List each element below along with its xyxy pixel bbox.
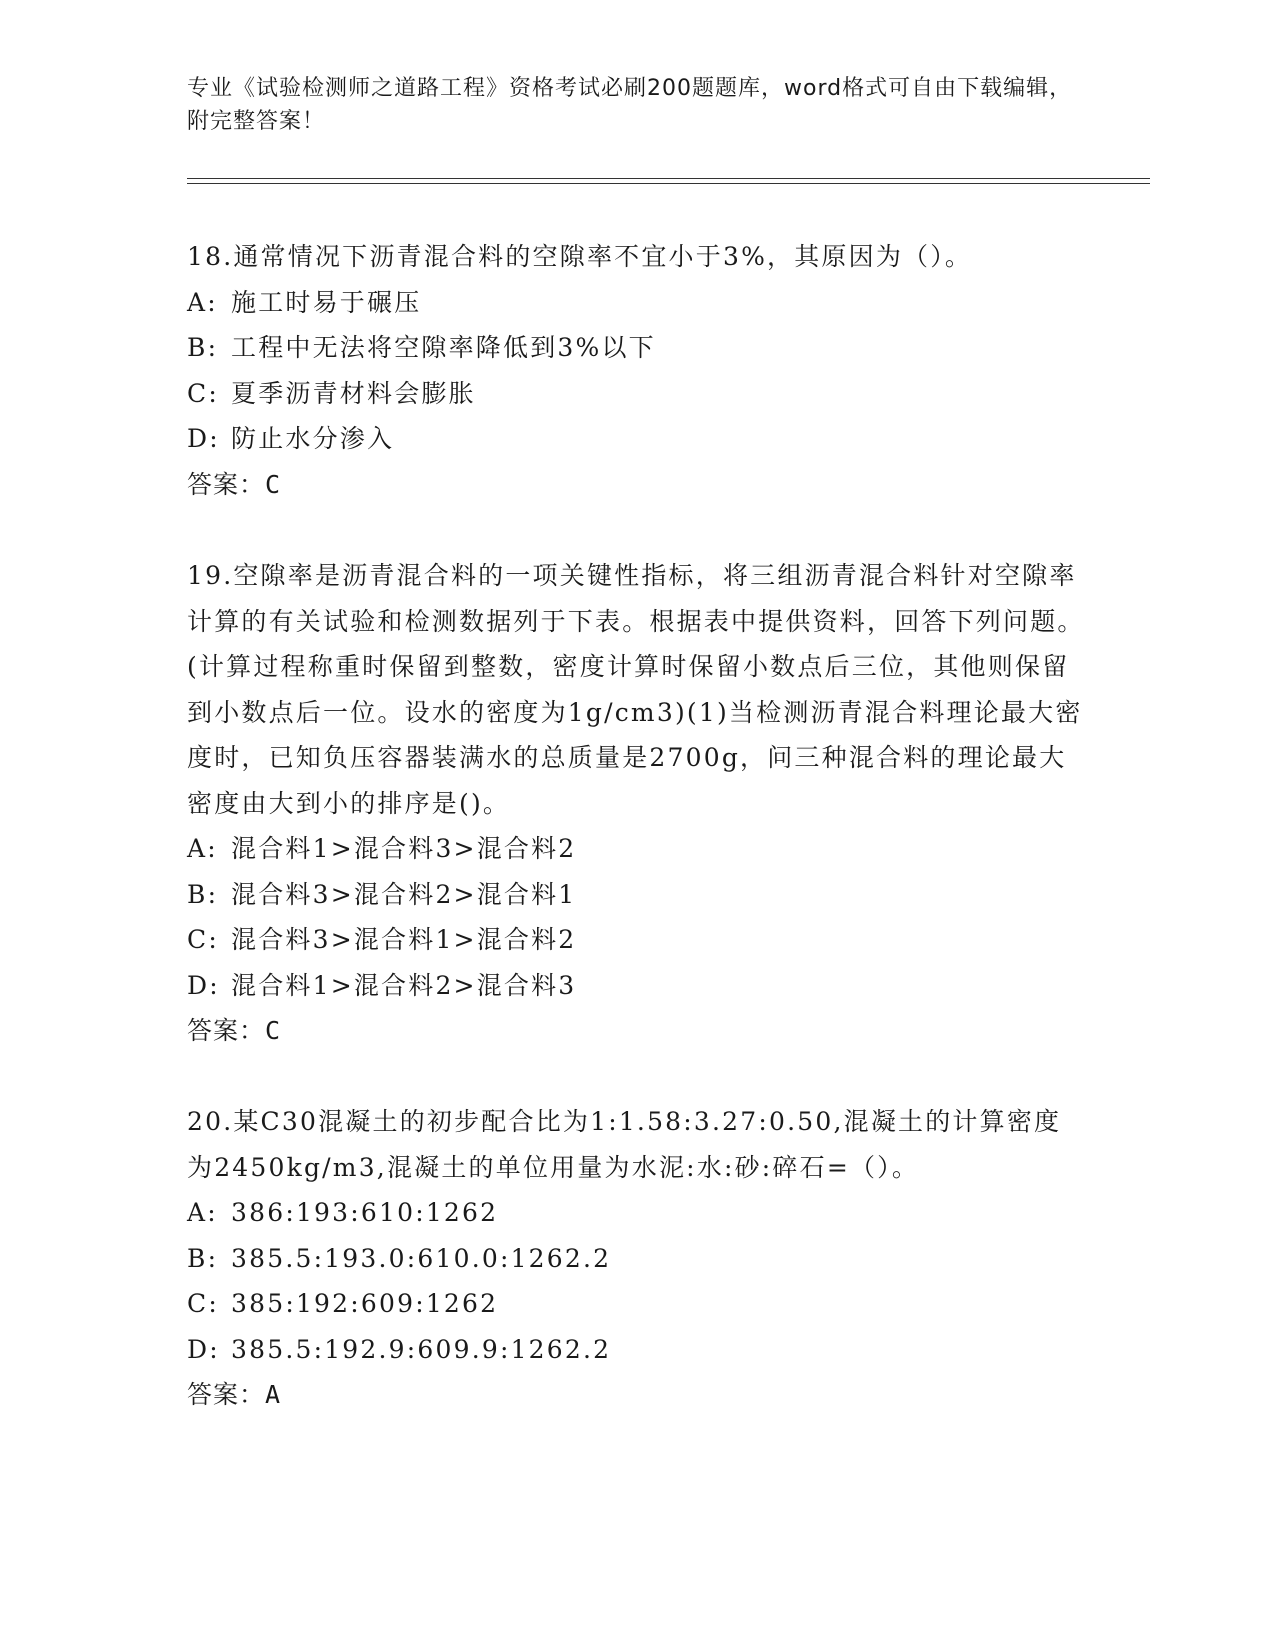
question-stem bbox=[187, 234, 1087, 280]
question-text: 通常情况下沥青混合料的空隙率不宜小于3%，其原因为（）。 bbox=[233, 242, 973, 271]
question-18 bbox=[187, 234, 1087, 507]
option-letter: D: bbox=[187, 970, 220, 1000]
question-number: 18. bbox=[187, 242, 234, 271]
option-letter: D: bbox=[187, 424, 220, 453]
header-divider-top bbox=[187, 178, 1150, 179]
answer-label: 答案： bbox=[187, 469, 266, 499]
answer-label: 答案： bbox=[187, 1380, 266, 1409]
option-text: 工程中无法将空隙率降低到3%以下 bbox=[231, 333, 656, 362]
option-letter: B: bbox=[187, 333, 219, 362]
option-letter: A: bbox=[187, 834, 218, 863]
option-text: 385.5:192.9:609.9:1262.2 bbox=[231, 1334, 612, 1364]
option-text: 防止水分渗入 bbox=[231, 424, 395, 453]
option-b bbox=[187, 872, 1087, 918]
answer-line bbox=[187, 1008, 1087, 1054]
question-stem bbox=[187, 1099, 1087, 1190]
option-text: 混合料1>混合料3>混合料2 bbox=[231, 834, 577, 863]
option-d bbox=[187, 1327, 1087, 1373]
option-b bbox=[187, 1236, 1087, 1282]
option-text: 385:192:609:1262 bbox=[231, 1289, 499, 1318]
option-text: 施工时易于碾压 bbox=[231, 287, 422, 317]
option-letter: D: bbox=[187, 1334, 220, 1364]
option-c bbox=[187, 371, 1087, 417]
document-header: 专业《试验检测师之道路工程》资格考试必刷200题题库，word格式可自由下载编辑，附完整答案！ bbox=[187, 76, 1073, 134]
option-text: 混合料3>混合料2>混合料1 bbox=[231, 879, 577, 909]
question-number: 19. bbox=[187, 561, 234, 590]
option-text: 混合料1>混合料2>混合料3 bbox=[231, 970, 577, 1000]
option-letter: B: bbox=[187, 1243, 219, 1273]
header-divider-bottom bbox=[187, 183, 1150, 184]
question-text: 空隙率是沥青混合料的一项关键性指标，将三组沥青混合料针对空隙率计算的有关试验和检测数据列于下表。根据表中提供资料，回答下列问题。(计算过程称重时保留到整数，密度计算时保留小数点后三位，其他则保留到小数点后一位。设水的密度为1g/cm3)(1)当检测沥青混合料理论最大密度时，已知负压容器装满水的总质量是2700g，问三种混合料的理论最大密度由大到小的排序是()。 bbox=[187, 561, 1085, 818]
option-letter: B: bbox=[187, 879, 219, 909]
option-letter: A: bbox=[187, 1198, 218, 1227]
answer-value: C bbox=[265, 469, 282, 499]
option-d bbox=[187, 963, 1087, 1009]
question-text: 某C30混凝土的初步配合比为1:1.58:3.27:0.50,混凝土的计算密度为2450kg/m3,混凝土的单位用量为水泥:水:砂:碎石=（）。 bbox=[187, 1107, 1062, 1182]
answer-line bbox=[187, 462, 1087, 508]
option-letter: C: bbox=[187, 378, 219, 408]
option-letter: A: bbox=[187, 287, 218, 317]
option-a bbox=[187, 826, 1087, 872]
option-text: 385.5:193.0:610.0:1262.2 bbox=[231, 1243, 612, 1273]
answer-value: A bbox=[265, 1380, 282, 1409]
option-c bbox=[187, 917, 1087, 963]
question-20 bbox=[187, 1099, 1087, 1418]
option-text: 混合料3>混合料1>混合料2 bbox=[231, 925, 577, 954]
answer-value: C bbox=[265, 1016, 282, 1045]
option-letter: C: bbox=[187, 1289, 219, 1318]
option-d bbox=[187, 416, 1087, 462]
option-a bbox=[187, 280, 1087, 326]
option-text: 夏季沥青材料会膨胀 bbox=[231, 378, 476, 408]
option-b bbox=[187, 325, 1087, 371]
option-c bbox=[187, 1281, 1087, 1327]
question-stem bbox=[187, 553, 1087, 826]
question-number: 20. bbox=[187, 1107, 234, 1136]
option-letter: C: bbox=[187, 925, 219, 954]
answer-label: 答案： bbox=[187, 1016, 266, 1045]
question-19 bbox=[187, 553, 1087, 1054]
option-a bbox=[187, 1190, 1087, 1236]
option-text: 386:193:610:1262 bbox=[231, 1198, 499, 1227]
answer-line bbox=[187, 1372, 1087, 1418]
